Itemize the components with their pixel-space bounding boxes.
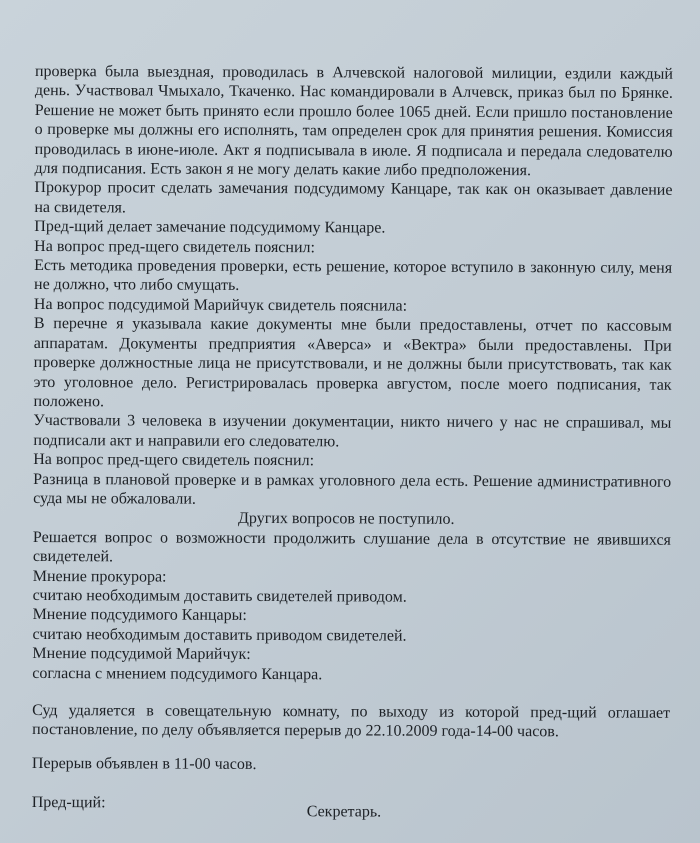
paragraph-prosecutor-opinion-label: Мнение прокурора:: [32, 567, 167, 586]
paragraph-prosecutor-request: Прокурор просит сделать замечания подсудимому Канцаре, так как он оказывает давление на свидетеля.: [34, 179, 673, 217]
document-body: [32, 62, 673, 836]
paragraph-question-mariychuk: На вопрос подсудимой Марийчук свидетель пояснила:: [33, 295, 408, 315]
signature-chair: Пред-щий:: [31, 794, 106, 812]
paragraph-no-more-questions: Других вопросов не поступило.: [237, 510, 455, 529]
paragraph-chair-remark: Пред-щий делает замечание подсудимому Канцаре.: [34, 218, 386, 237]
spacer: [32, 773, 670, 796]
paragraph-answer-documents: В перечне я указывала какие документы мне были предоставлены, отчет по кассовым аппаратам. Документы предприятия «Аверса» и «Вектра» были предоставлены. При проверке должностные лица не присутствовали, и не должны были присутствовать, так как это уголовное дело. Регистрировалась проверка августом, после моего подписания, так положено.: [33, 315, 672, 411]
signature-secretary: Секретарь.: [306, 803, 382, 821]
paragraph-witness-testimony: проверка была выездная, проводилась в Алчевской налоговой милиции, ездили каждый день. Участвовал Чмыхало, Ткаченко. Нас командировали в Алчевск, приказ был по Брянке. Решение не может быть принято если прошло более 1065 дней. Если пришло постановление о проверке мы должны его исполнять, там определен срок для принятия решения. Комиссия проводилась в июне-июле. Акт я подписывала в июле. Я подписала и передала следователю для подписания. Есть закон я не могу делать какие либо предположения.: [34, 62, 673, 180]
signature-block: [32, 793, 670, 836]
paragraph-kantsara-opinion-label: Мнение подсудимого Канцары:: [32, 606, 247, 625]
paragraph-prosecutor-opinion: считаю необходимым доставить свидетелей приводом.: [32, 586, 407, 606]
paragraph-court-recess: Суд удаляется в совещательную комнату, по выходу из которой пред-щий оглашает постановление, по делу объявляется перерыв до 22.10.2009 года-14-00 часов.: [32, 701, 671, 741]
paragraph-question-chair-2: На вопрос пред-щего свидетель пояснил:: [33, 451, 315, 470]
paragraph-kantsara-opinion: считаю необходимым доставить приводом свидетелей.: [32, 625, 407, 645]
paragraph-participants: Участвовали 3 человека в изучении документации, никто ничего у нас не спрашивал, мы подписали акт и направили его следователю.: [33, 412, 672, 451]
paragraph-mariychuk-opinion: согласна с мнением подсудимого Канцара.: [32, 664, 323, 683]
paragraph-mariychuk-opinion-label: Мнение подсудимой Марийчук:: [32, 645, 251, 664]
paragraph-question-chair-1: На вопрос пред-щего свидетель пояснил:: [34, 237, 316, 256]
paragraph-answer-methodology: Есть методика проведения проверки, есть решение, которое вступило в законную силу, меня не должно, что либо смущать.: [33, 257, 673, 295]
paragraph-break-announced: Перерыв объявлен в 11-00 часов.: [31, 754, 257, 773]
paragraph-absent-witnesses: Решается вопрос о возможности продолжить слушание дела в отсутствие не явившихся свидетелей.: [32, 528, 671, 566]
paragraph-answer-difference: Разница в плановой проверке и в рамках уголовного дела есть. Решение административного суда мы не обжаловали.: [33, 470, 672, 508]
